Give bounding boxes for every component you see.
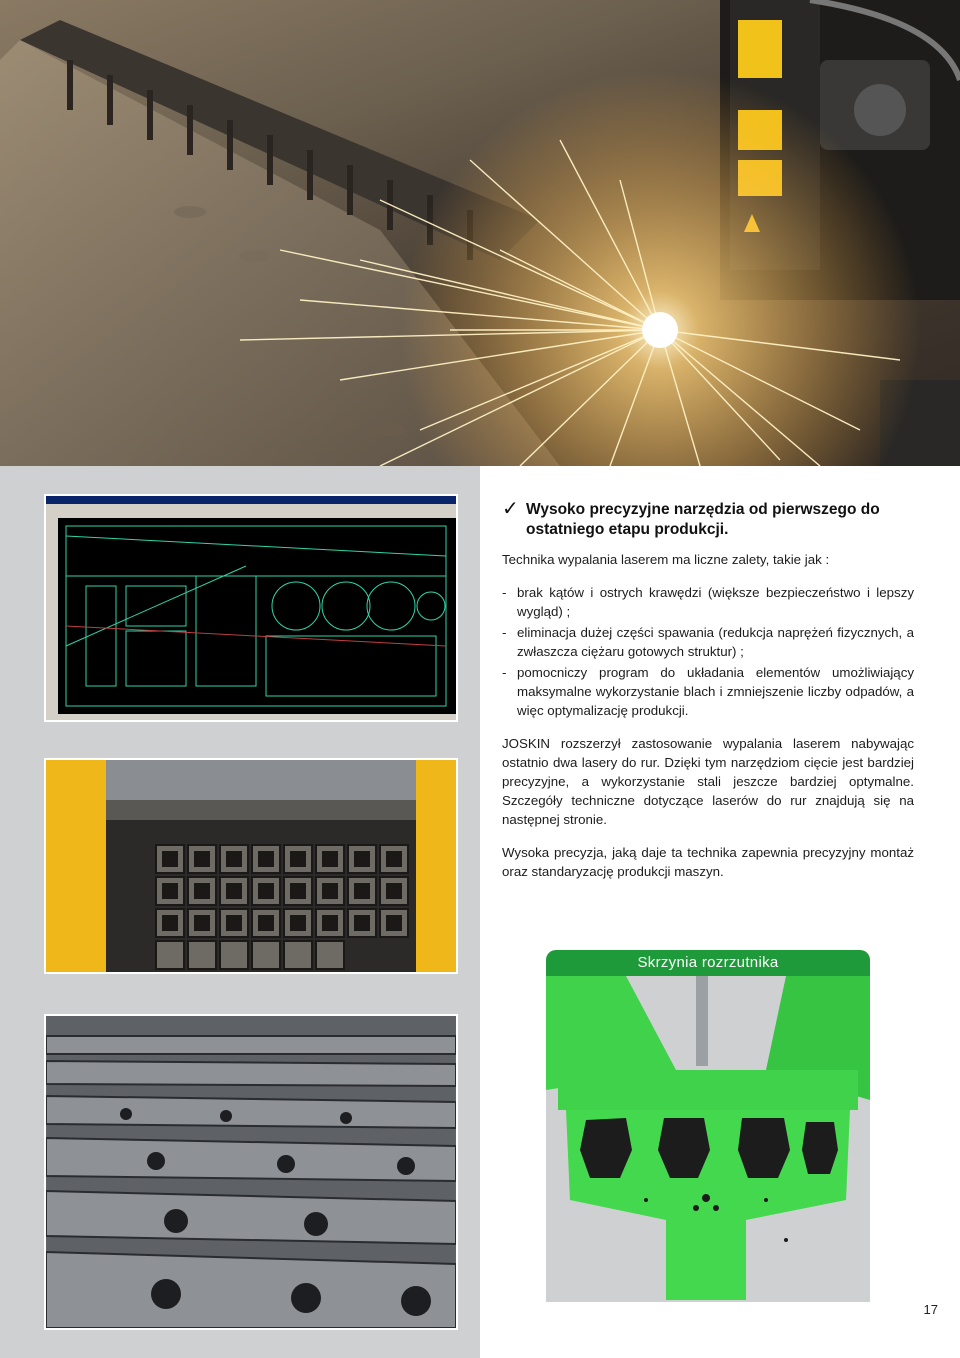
- joskin-paragraph: JOSKIN rozszerzył zastosowanie wypalania laserem nabywając ostatnio dwa lasery do rur. Dzięki tym narzędziom cięcie jest bardziej precyzyjne, a wykorzystanie stali jeszcze bardziej optymalne. Szczegóły techniczne dotyczące laserów do rur znajdują się na następnej stronie.: [502, 736, 914, 827]
- list-item-text: eliminacja dużej części spawania (redukcja naprężeń fizycznych, a zwłaszcza ciężaru gotowych struktur) ;: [517, 625, 914, 659]
- intro-paragraph: Technika wypalania laserem ma liczne zalety, takie jak :: [502, 552, 830, 567]
- section-headline: [502, 500, 914, 540]
- laser-cutting-photo: [0, 0, 960, 466]
- list-item: [502, 583, 914, 621]
- dash-bullet: -: [502, 665, 507, 680]
- advantages-list: [502, 583, 914, 720]
- green-spreader-illustration: [546, 950, 870, 1302]
- page-number: 17: [923, 1302, 938, 1317]
- checkmark-icon: ✓: [502, 498, 519, 520]
- precision-paragraph: Wysoka precyzja, jaką daje ta technika zapewnia precyzyjny montaż oraz standaryzację produkcji maszyn.: [502, 845, 914, 879]
- headline-text: Wysoko precyzyjne narzędzia od pierwszego do ostatniego etapu produkcji.: [526, 501, 880, 538]
- list-item: [502, 623, 914, 661]
- cut-plates-illustration: [46, 1016, 456, 1328]
- nesting-software-screenshot: [44, 494, 458, 722]
- list-item-text: brak kątów i ostrych krawędzi (większe bezpieczeństwo i lepszy wygląd) ;: [517, 585, 914, 619]
- cut-steel-plates-photo: [44, 1014, 458, 1330]
- dash-bullet: -: [502, 625, 507, 640]
- main-text-column: [502, 500, 914, 895]
- laser-cutting-illustration: [0, 0, 960, 466]
- list-item: [502, 663, 914, 720]
- spreader-box-panel: [546, 950, 870, 1302]
- dash-bullet: -: [502, 585, 507, 600]
- spreader-box-caption: Skrzynia rozrzutnika: [546, 950, 870, 976]
- cad-nesting-illustration: [46, 496, 456, 720]
- steel-tubes-photo: [44, 758, 458, 974]
- list-item-text: pomocniczy program do układania elementów umożliwiający maksymalne wykorzystanie blach i zmniejszenie liczby odpadów, a więc optymalizację produkcji.: [517, 665, 914, 718]
- steel-tubes-illustration: [46, 760, 456, 972]
